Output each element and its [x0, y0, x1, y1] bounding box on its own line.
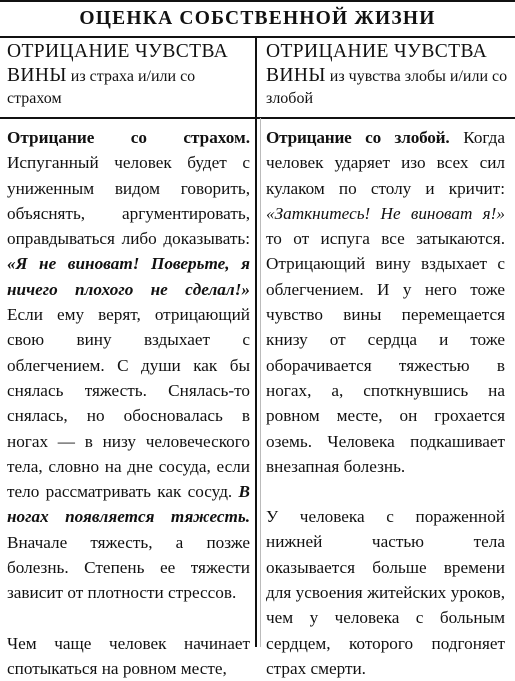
right-paragraph-2: У человека с пораженной нижней частью тела оказывается больше времени для усвоения житейских уроков, чем у человека с больным сердцем, которого подгоняет страх смерти. [266, 507, 505, 678]
left-text-1: Испуганный человек будет с униженным видом говорить, объяснять, аргументировать, оправдываться либо доказывать: [7, 153, 250, 249]
left-quote: «Я не виноват! Поверьте, я ничего плохого не сделал!» [7, 254, 250, 299]
left-emphasis: В ногах появляется тяжесть. [7, 482, 250, 527]
right-lead-term: Отрицание со злобой. [266, 128, 450, 147]
title-divider [0, 36, 515, 38]
left-text-2: Если ему верят, отрицающий свою вину вздыхает с облегчением. С души как бы снялась тяжесть. Снялась-то снялась, но обосновалась в ногах — в низу человеческого тела, словно на дне сосуда, если тело рассматривать как сосуд. [7, 305, 250, 502]
right-text-1: Когда человек ударяет изо всех сил кулаком по столу и кричит: [266, 128, 505, 198]
right-column-body [266, 125, 505, 681]
left-column-body [7, 125, 250, 681]
right-header-rest: из чувства злобы и/или со злобой [266, 67, 508, 107]
right-text-2: то от испуга все затыкаются. Отрицающий вину вздыхает с облегчением. И у него тоже чувство вины перемещается книзу от сердца и тоже оборачивается тяжестью в ногах, а, споткнувшись на ровном месте, он грохается оземь. Человека подкашивает внезапная болезнь. [266, 229, 505, 476]
table-title: ОЦЕНКА СОБСТВЕННОЙ ЖИЗНИ [79, 8, 436, 29]
column-divider [255, 36, 257, 647]
left-lead-term: Отрицание со страхом. [7, 128, 250, 147]
left-header-caps: ОТРИЦАНИЕ ЧУВСТВА ВИНЫ [7, 41, 229, 86]
right-header-caps: ОТРИЦАНИЕ ЧУВСТВА ВИНЫ [266, 41, 488, 86]
table-top-border [0, 0, 515, 2]
right-column-header [266, 41, 512, 111]
left-header-rest: из страха и/или со страхом [7, 67, 196, 107]
left-paragraph-1 [7, 125, 250, 606]
header-divider [0, 117, 515, 119]
right-paragraph-1 [266, 125, 505, 479]
column-inner-line [260, 118, 261, 647]
right-quote: «Заткнитесь! Не виноват я!» [266, 203, 505, 223]
left-paragraph-2: Чем чаще человек начинает спотыкаться на ровном месте, [7, 633, 250, 678]
left-text-3: Вначале тяжесть, а позже болезнь. Степень ее тяжести зависит от плотности стрессов. [7, 532, 250, 603]
left-column-header [7, 41, 252, 111]
